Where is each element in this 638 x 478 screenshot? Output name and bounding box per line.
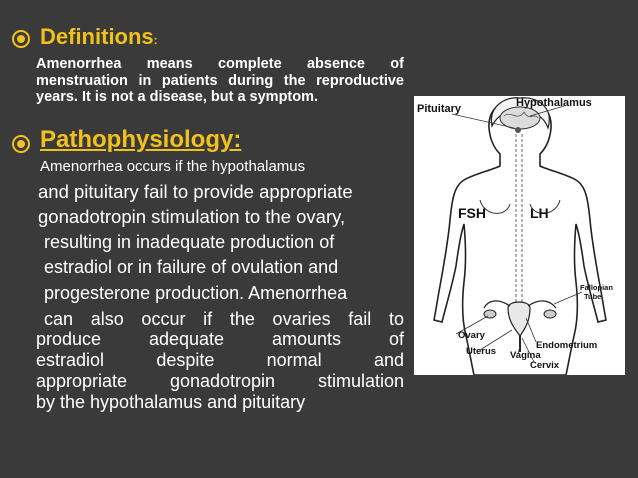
definitions-text: Amenorrhea means complete absence of menstruation in patients during the reproductive years. It is not a disease, but a symptom. [36,56,404,105]
ovary-right [544,310,556,318]
patho-line: gonadotropin stimulation to the ovary, [38,206,346,227]
label-hypothalamus: Hypothalamus [516,97,592,109]
body-outline-illustration [414,96,625,375]
fallopian-tube-right [528,301,556,308]
anatomy-figure [414,96,625,375]
patho-line: resulting in inadequate production of [44,232,335,252]
fallopian-tube-left [484,301,510,308]
label-ovary: Ovary [458,330,485,341]
label-vagina: Vagina [510,350,541,361]
bullet-icon [12,135,30,153]
patho-line: can also occur if the ovaries fail to [44,309,404,329]
patho-line: appropriate gonadotropin stimulation [36,371,404,391]
endometrium-pointer [526,318,536,342]
bullet-icon [12,30,30,48]
label-endometrium: Endometrium [536,340,598,351]
patho-line: produce adequate amounts of [36,329,404,349]
patho-line: estradiol despite normal and [36,350,404,370]
patho-line: estradiol or in failure of ovulation and [44,257,339,277]
label-fallopian-2: Tube [584,292,602,301]
label-pituitary: Pituitary [417,103,462,115]
brain-shape [500,107,540,129]
patho-line: by the hypothalamus and pituitary [36,392,306,412]
patho-line: and pituitary fail to provide appropriate [38,181,353,202]
definitions-heading [40,24,158,50]
label-uterus: Uterus [466,346,497,357]
label-fsh: FSH [458,205,486,221]
patho-line: Amenorrhea occurs if the hypothalamus [40,158,306,175]
pituitary-gland [515,127,521,133]
label-lh: LH [530,205,549,221]
pathophysiology-heading: Pathophysiology: [40,126,242,153]
definitions-heading-text: Definitions [40,24,154,49]
label-fallopian-1: Fallopian [580,283,613,292]
label-cervix: Cervix [530,360,560,371]
patho-line: progesterone production. Amenorrhea [44,283,348,303]
definitions-colon: : [153,33,158,47]
